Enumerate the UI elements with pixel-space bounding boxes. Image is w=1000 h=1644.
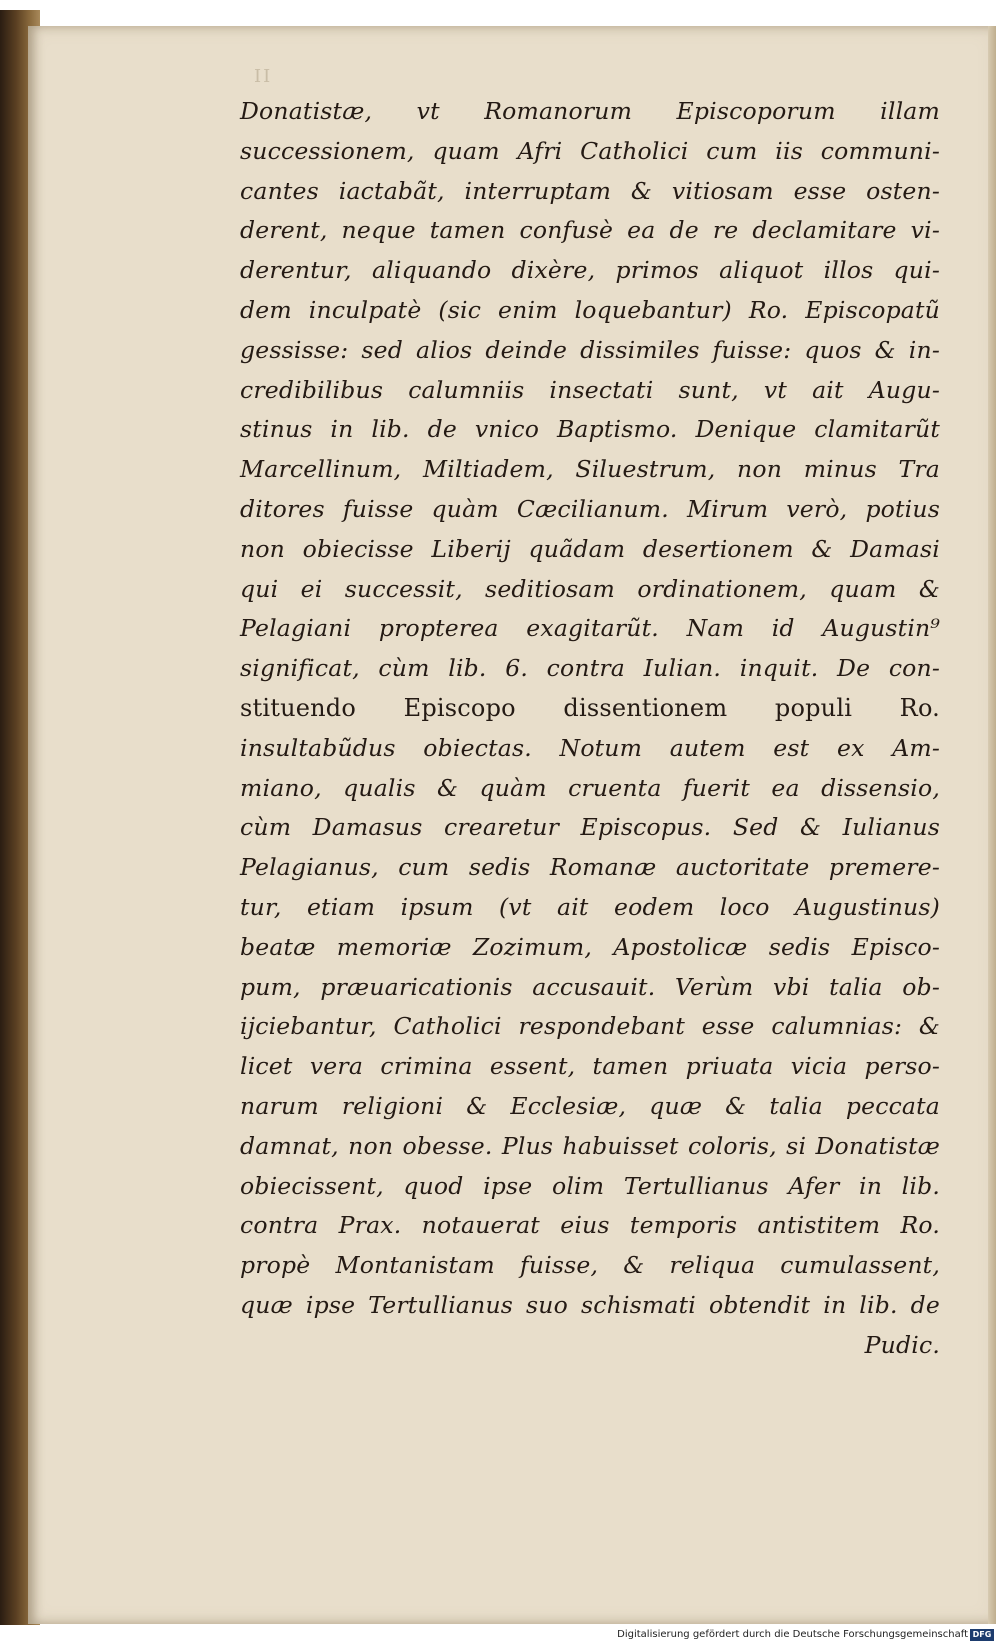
- text-line: propè Montanistam fuisse, & reliqua cumulassent,: [240, 1251, 940, 1280]
- text-line: licet vera crimina essent, tamen priuata vicia perso-: [240, 1052, 940, 1081]
- text-line: qui ei successit, seditiosam ordinationem, quam &: [240, 574, 940, 603]
- text-line: Pelagianus, cum sedis Romanæ auctoritate premere-: [240, 853, 940, 882]
- text-line: tur, etiam ipsum (vt ait eodem loco Augustinus): [240, 892, 940, 921]
- text-line: ditores fuisse quàm Cæcilianum. Mirum verò, potius: [240, 494, 940, 523]
- text-line: credibilibus calumniis insectati sunt, vt ait Augu-: [240, 375, 940, 404]
- footer-credit: Digitalisierung gefördert durch die Deutsche Forschungsgemeinschaft: [617, 1629, 968, 1640]
- dfg-logo: DFG: [970, 1629, 994, 1641]
- text-line: insultabũdus obiectas. Notum autem est ex Am-: [240, 733, 940, 762]
- text-line: stituendo Episcopo dissentionem populi Ro.: [240, 693, 940, 722]
- page-edge: [988, 26, 996, 1624]
- text-line: significat, cùm lib. 6. contra Iulian. inquit. De con-: [240, 654, 940, 683]
- text-line: contra Prax. notauerat eius temporis antistitem Ro.: [240, 1211, 940, 1240]
- text-line: obiecissent, quod ipse olim Tertullianus Afer in lib.: [240, 1171, 940, 1200]
- text-line: Donatistæ, vt Romanorum Episcoporum illam: [240, 97, 940, 125]
- text-line: ijciebantur, Catholici respondebant esse calumnias: &: [240, 1012, 940, 1041]
- text-line: damnat, non obesse. Plus habuisset coloris, si Donatistæ: [240, 1131, 940, 1160]
- text-line: beatæ memoriæ Zozimum, Apostolicæ sedis Episco-: [240, 932, 940, 961]
- text-line: cùm Damasus crearetur Episcopus. Sed & Iulianus: [240, 813, 940, 842]
- text-line: successionem, quam Afri Catholici cum iis communi-: [240, 136, 940, 165]
- catchword: Pudic.: [864, 1330, 940, 1359]
- folio-number: II: [254, 66, 273, 87]
- text-line: quæ ipse Tertullianus suo schismati obtendit in lib. de: [240, 1290, 940, 1319]
- text-line: miano, qualis & quàm cruenta fuerit ea dissensio,: [240, 773, 940, 802]
- text-line: cantes iactabãt, interruptam & vitiosam esse osten-: [240, 176, 940, 205]
- text-line: stinus in lib. de vnico Baptismo. Denique clamitarũt: [240, 415, 940, 444]
- text-line: narum religioni & Ecclesiæ, quæ & talia peccata: [240, 1091, 940, 1120]
- page-text: [240, 92, 940, 1366]
- text-line: Marcellinum, Miltiadem, Siluestrum, non minus Tra: [240, 455, 940, 484]
- text-line: dem inculpatè (sic enim loquebantur) Ro. Episcopatũ: [240, 295, 940, 324]
- text-line: pum, præuaricationis accusauit. Verùm vbi talia ob-: [240, 972, 940, 1001]
- text-line: gessisse: sed alios deinde dissimiles fuisse: quos & in-: [240, 335, 940, 364]
- text-line: derentur, aliquando dixère, primos aliquot illos qui-: [240, 256, 940, 285]
- text-line: Pelagiani propterea exagitarũt. Nam id Augustin⁹: [240, 614, 940, 643]
- text-line: non obiecisse Liberij quãdam desertionem & Damasi: [240, 534, 940, 563]
- text-line: derent, neque tamen confusè ea de re declamitare vi-: [240, 216, 940, 245]
